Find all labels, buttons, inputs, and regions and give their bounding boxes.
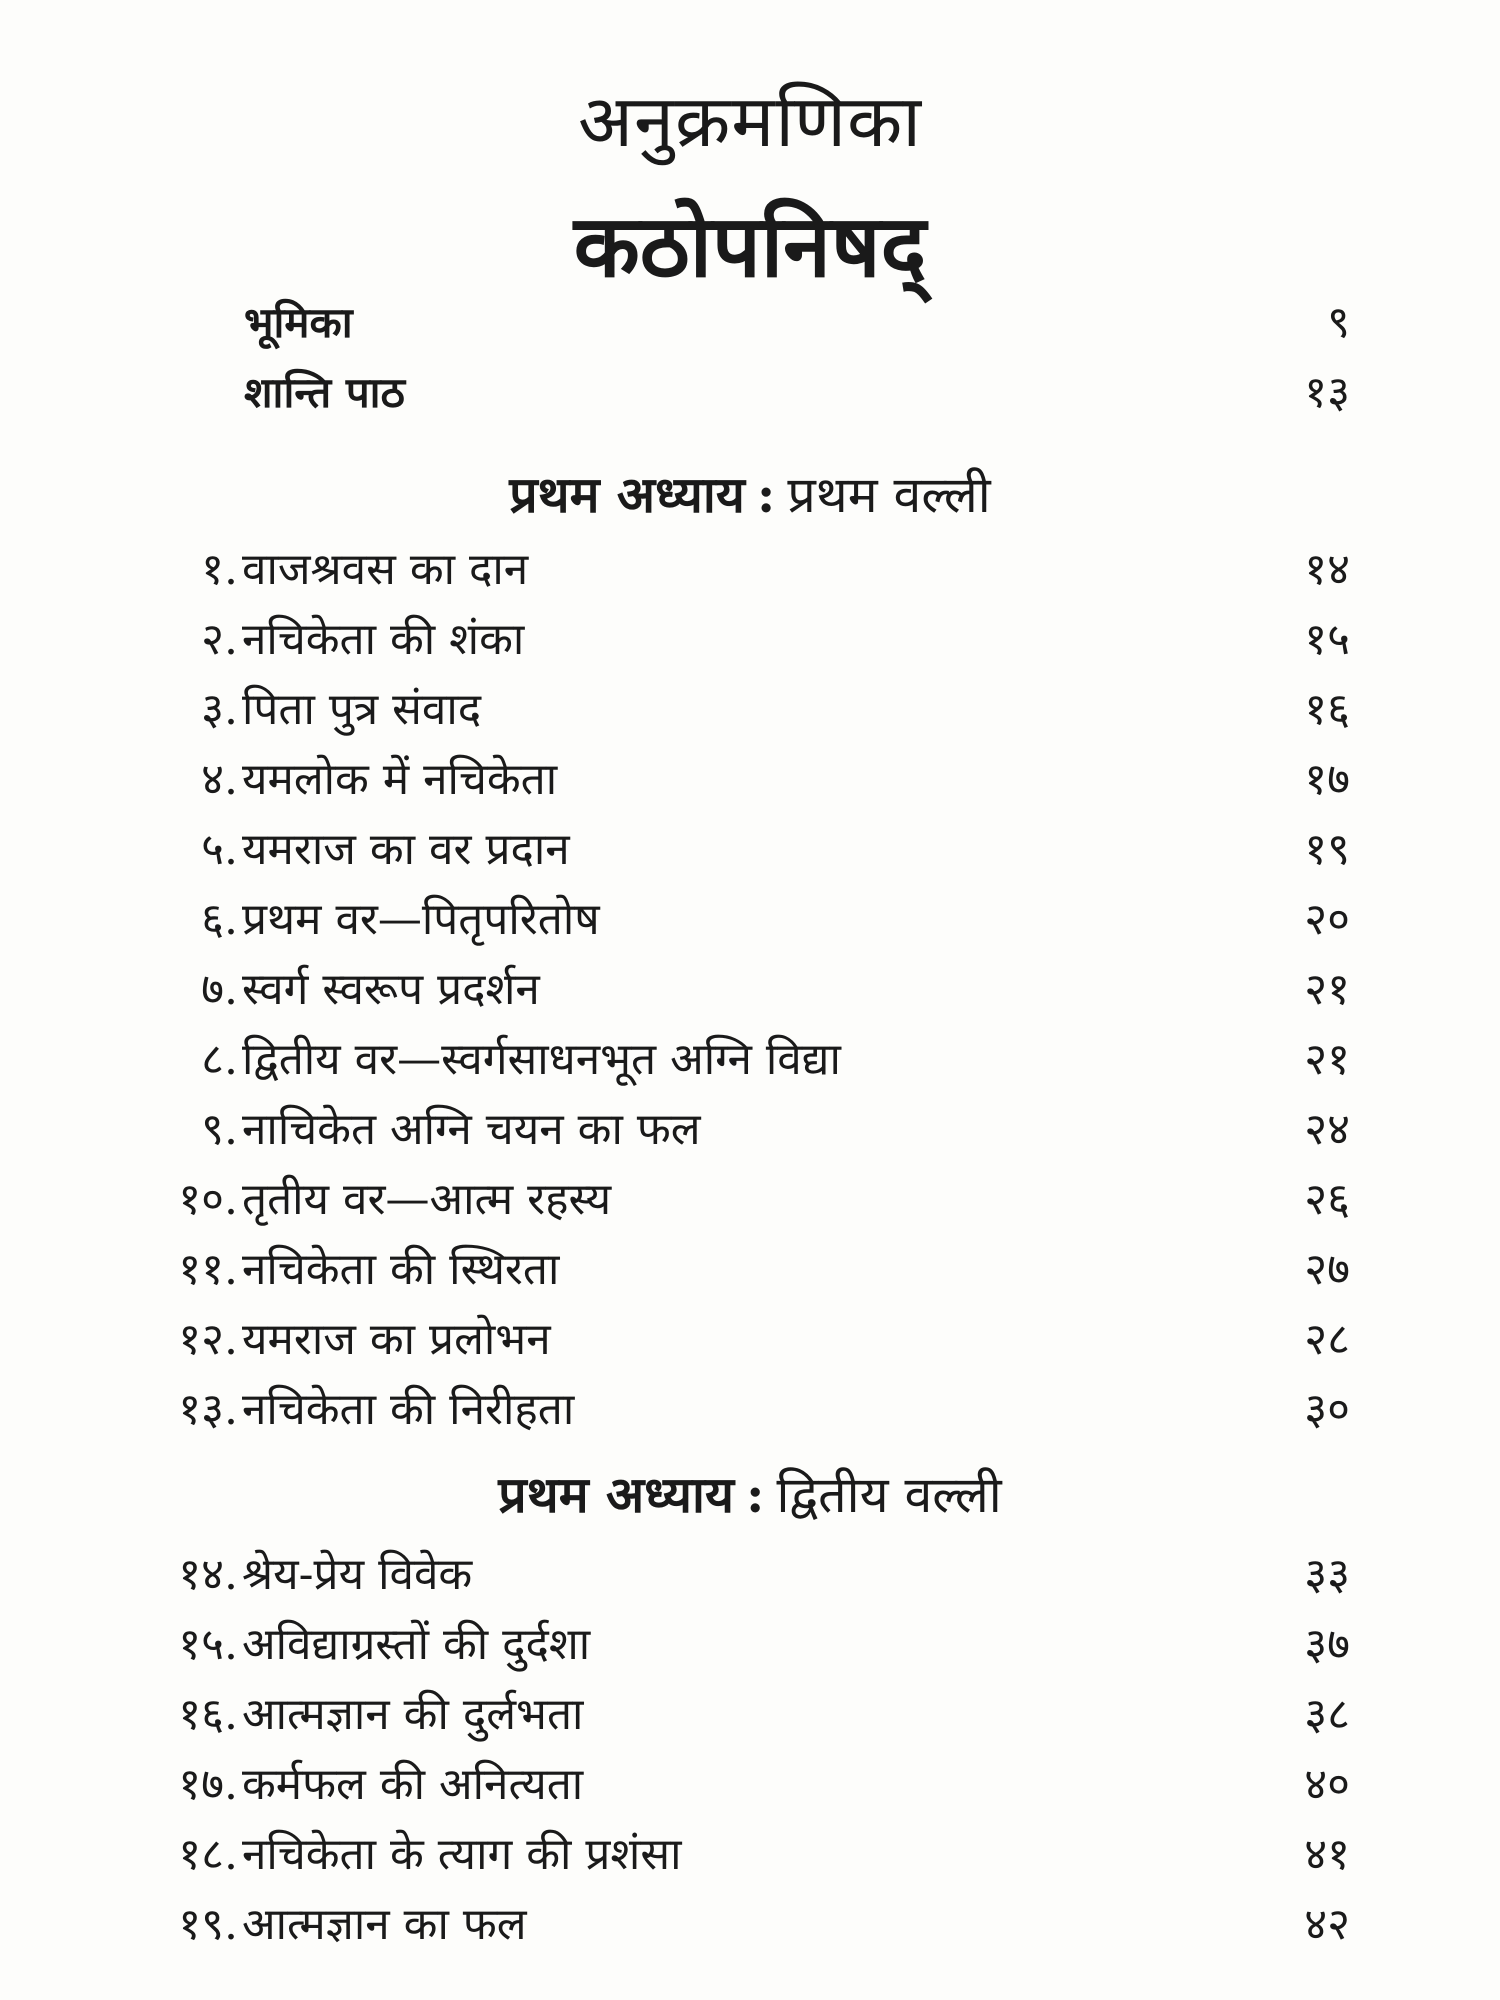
- toc-entry-label: भूमिका: [244, 298, 353, 347]
- toc-entry-label: नचिकेता की स्थिरता: [242, 1244, 560, 1295]
- toc-entry-page: २०: [1304, 894, 1350, 945]
- toc-entry-label: नाचिकेत अग्नि चयन का फल: [242, 1104, 701, 1155]
- toc-entry-label: यमराज का प्रलोभन: [242, 1314, 551, 1365]
- toc-entry-label: नचिकेता के त्याग की प्रशंसा: [242, 1829, 682, 1880]
- toc-entry-page: १४: [1304, 544, 1350, 595]
- toc-entry-label: द्वितीय वर—स्वर्गसाधनभूत अग्नि विद्या: [242, 1034, 841, 1085]
- toc-entry-page: ४१: [1304, 1829, 1350, 1880]
- toc-entry-number: ४.: [201, 754, 238, 805]
- toc-entry[interactable]: [0, 1890, 1500, 1960]
- book-title: कठोपनिषद्: [573, 197, 927, 297]
- toc-entry-page: ४२: [1304, 1899, 1350, 1950]
- toc-entry[interactable]: [0, 605, 1500, 675]
- toc-entry-label: स्वर्ग स्वरूप प्रदर्शन: [242, 964, 540, 1015]
- toc-entry-page: १६: [1304, 684, 1350, 735]
- toc-entry-page: १९: [1304, 824, 1350, 875]
- toc-entry[interactable]: [0, 1235, 1500, 1305]
- toc-entry-number: १८.: [178, 1829, 238, 1880]
- toc-entry-number: ५.: [201, 824, 238, 875]
- toc-entry-label: नचिकेता की शंका: [242, 614, 525, 665]
- toc-entry-page: १७: [1304, 754, 1350, 805]
- toc-entry[interactable]: [0, 1375, 1500, 1445]
- contents-heading: अनुक्रमणिका: [578, 79, 922, 163]
- toc-entry-bhoomika[interactable]: [0, 288, 1500, 358]
- section-heading-bold: प्रथम अध्याय: [509, 466, 745, 524]
- toc-entry[interactable]: [0, 1305, 1500, 1375]
- toc-entry[interactable]: [0, 885, 1500, 955]
- toc-entry-number: ९.: [201, 1104, 238, 1155]
- toc-entry-label: यमलोक में नचिकेता: [242, 754, 558, 805]
- section-heading-1: [0, 455, 1500, 535]
- section-heading-2: [0, 1455, 1500, 1535]
- toc-entry[interactable]: [0, 1540, 1500, 1610]
- toc-entry-page: २४: [1304, 1104, 1350, 1155]
- toc-entry[interactable]: [0, 1680, 1500, 1750]
- toc-entry-label: प्रथम वर—पितृपरितोष: [242, 894, 600, 945]
- toc-entry-number: १४.: [178, 1549, 238, 1600]
- toc-entry-label: तृतीय वर—आत्म रहस्य: [242, 1174, 612, 1225]
- toc-entry-label: यमराज का वर प्रदान: [242, 824, 570, 875]
- toc-entry-page: २१: [1304, 964, 1350, 1015]
- toc-entry-page: २८: [1304, 1314, 1350, 1365]
- toc-entry-page: १५: [1304, 614, 1350, 665]
- toc-entry-label: वाजश्रवस का दान: [242, 544, 529, 595]
- section-heading-separator: :: [756, 465, 776, 524]
- section-heading-plain: द्वितीय वल्ली: [776, 1466, 1002, 1524]
- toc-entry[interactable]: [0, 535, 1500, 605]
- toc-entry-page: २१: [1304, 1034, 1350, 1085]
- toc-entry-label: नचिकेता की निरीहता: [242, 1384, 575, 1435]
- toc-entry[interactable]: [0, 1750, 1500, 1820]
- toc-entry-page: ९: [1327, 297, 1350, 348]
- toc-entry-page: २६: [1304, 1174, 1350, 1225]
- toc-entry-number: ८.: [201, 1034, 238, 1085]
- toc-entry[interactable]: [0, 1025, 1500, 1095]
- toc-entry-number: १.: [201, 544, 238, 595]
- toc-entry-number: १७.: [178, 1759, 238, 1810]
- toc-entry[interactable]: [0, 745, 1500, 815]
- toc-entry[interactable]: [0, 1165, 1500, 1235]
- toc-entry-number: ६.: [201, 894, 238, 945]
- toc-entry-shanti-path[interactable]: [0, 358, 1500, 428]
- section-heading-plain: प्रथम वल्ली: [787, 466, 991, 524]
- toc-entry-number: ७.: [201, 964, 238, 1015]
- toc-entry[interactable]: [0, 815, 1500, 885]
- toc-entry-page: २७: [1304, 1244, 1350, 1295]
- toc-entry-label: शान्ति पाठ: [244, 368, 405, 417]
- toc-entry[interactable]: [0, 955, 1500, 1025]
- toc-entry[interactable]: [0, 1610, 1500, 1680]
- toc-entry-number: १९.: [178, 1899, 238, 1950]
- toc-entry-page: ३३: [1304, 1549, 1350, 1600]
- toc-entry-page: ३८: [1304, 1689, 1350, 1740]
- toc-entry-label: आत्मज्ञान की दुर्लभता: [242, 1689, 584, 1740]
- toc-entry-number: १६.: [178, 1689, 238, 1740]
- toc-entry-page: ४०: [1304, 1759, 1350, 1810]
- toc-entry-number: ११.: [178, 1244, 238, 1295]
- toc-entry-label: अविद्याग्रस्तों की दुर्दशा: [242, 1619, 591, 1670]
- toc-entry-page: ३०: [1304, 1384, 1350, 1435]
- toc-entry[interactable]: [0, 1820, 1500, 1890]
- toc-entry-number: १२.: [178, 1314, 238, 1365]
- toc-entry-label: पिता पुत्र संवाद: [242, 684, 482, 735]
- section-heading-bold: प्रथम अध्याय: [498, 1466, 734, 1524]
- toc-entry-number: १५.: [178, 1619, 238, 1670]
- toc-entry-label: श्रेय-प्रेय विवेक: [242, 1549, 473, 1600]
- toc-entry-number: २.: [201, 614, 238, 665]
- toc-entry-number: ३.: [201, 684, 238, 735]
- toc-entry-label: आत्मज्ञान का फल: [242, 1899, 527, 1950]
- toc-entry-page: १३: [1304, 367, 1350, 418]
- toc-entry-page: ३७: [1304, 1619, 1350, 1670]
- toc-entry[interactable]: [0, 675, 1500, 745]
- toc-entry-label: कर्मफल की अनित्यता: [242, 1759, 584, 1810]
- toc-entry-number: १०.: [178, 1174, 238, 1225]
- toc-entry-number: १३.: [178, 1384, 238, 1435]
- section-heading-separator: :: [745, 1465, 765, 1524]
- toc-entry[interactable]: [0, 1095, 1500, 1165]
